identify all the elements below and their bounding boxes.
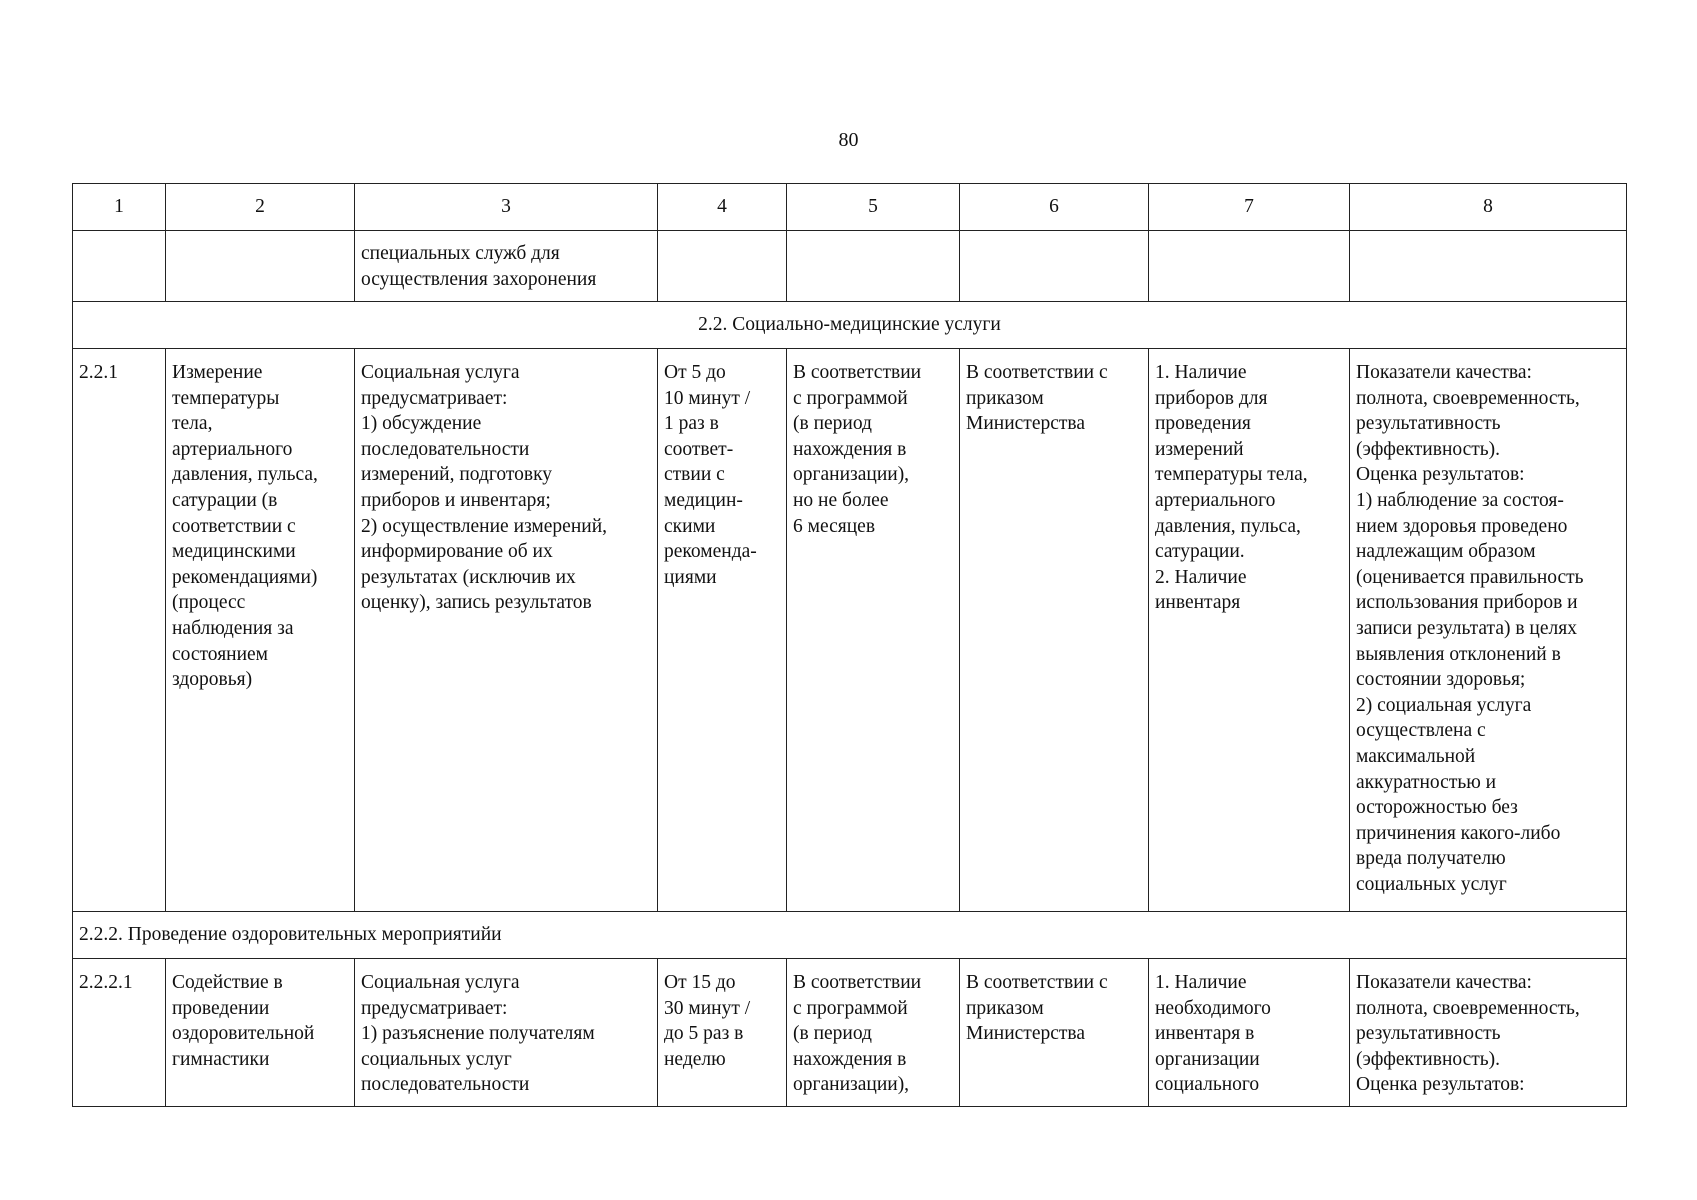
service-name: Измерение температуры тела, артериального давления, пульса, сатурации (в соответствии с медицинскими рекомендациями) (процесс наблюдения за состоянием здоровья) — [166, 349, 355, 912]
header-row — [73, 184, 1627, 231]
continuation-row — [73, 231, 1627, 302]
service-name: Содействие в проведении оздоровительной гимнастики — [166, 959, 355, 1107]
service-period: В соответствии с программой (в период нахождения в организации), но не более 6 месяцев — [787, 349, 960, 912]
table-cell — [787, 231, 960, 302]
section-title: 2.2. Социально-медицинские услуги — [73, 302, 1627, 349]
table-cell — [1350, 231, 1627, 302]
service-duration: От 15 до 30 минут / до 5 раз в неделю — [658, 959, 787, 1107]
table-cell — [658, 231, 787, 302]
service-description: Социальная услуга предусматривает: 1) обсуждение последовательности измерений, подготовку приборов и инвентаря; 2) осуществление измерений, информирование об их результатах (исключив их оценку), запись результатов — [355, 349, 658, 912]
service-description: Социальная услуга предусматривает: 1) разъяснение получателям социальных услуг последовательности — [355, 959, 658, 1107]
service-cost: В соответствии с приказом Министерства — [960, 349, 1149, 912]
services-table — [72, 183, 1627, 1107]
header-cell: 5 — [787, 184, 960, 231]
header-cell: 1 — [73, 184, 166, 231]
page-number: 80 — [838, 129, 859, 151]
table-row — [73, 959, 1627, 1107]
service-conditions: 1. Наличие необходимого инвентаря в организации социального — [1149, 959, 1350, 1107]
service-conditions: 1. Наличие приборов для проведения измерений температуры тела, артериального давления, пульса, сатурации. 2. Наличие инвентаря — [1149, 349, 1350, 912]
header-cell: 2 — [166, 184, 355, 231]
service-duration: От 5 до 10 минут / 1 раз в соответ- ствии с медицин- скими рекоменда- циями — [658, 349, 787, 912]
header-cell: 8 — [1350, 184, 1627, 231]
service-cost: В соответствии с приказом Министерства — [960, 959, 1149, 1107]
subsection-row — [73, 912, 1627, 959]
service-number: 2.2.1 — [73, 349, 166, 912]
service-quality: Показатели качества: полнота, своевременность, результативность (эффективность). Оценка результатов: — [1350, 959, 1627, 1107]
service-period: В соответствии с программой (в период нахождения в организации), — [787, 959, 960, 1107]
subsection-title: 2.2.2. Проведение оздоровительных мероприятийи — [73, 912, 1627, 959]
table-cell — [960, 231, 1149, 302]
section-row — [73, 302, 1627, 349]
table-row — [73, 349, 1627, 912]
table-cell — [166, 231, 355, 302]
table-cell: специальных служб для осуществления захоронения — [355, 231, 658, 302]
header-cell: 7 — [1149, 184, 1350, 231]
service-quality: Показатели качества: полнота, своевременность, результативность (эффективность). Оценка результатов: 1) наблюдение за состоя- нием здоровья проведено надлежащим образом (оценивается правильность использования приборов и записи результата) в целях выявления отклонений в состоянии здоровья; 2) социальная услуга осуществлена с максимальной аккуратностью и осторожностью без причинения какого-либо вреда получателю социальных услуг — [1350, 349, 1627, 912]
header-cell: 3 — [355, 184, 658, 231]
service-number: 2.2.2.1 — [73, 959, 166, 1107]
header-cell: 4 — [658, 184, 787, 231]
header-cell: 6 — [960, 184, 1149, 231]
table-cell — [73, 231, 166, 302]
table-cell — [1149, 231, 1350, 302]
